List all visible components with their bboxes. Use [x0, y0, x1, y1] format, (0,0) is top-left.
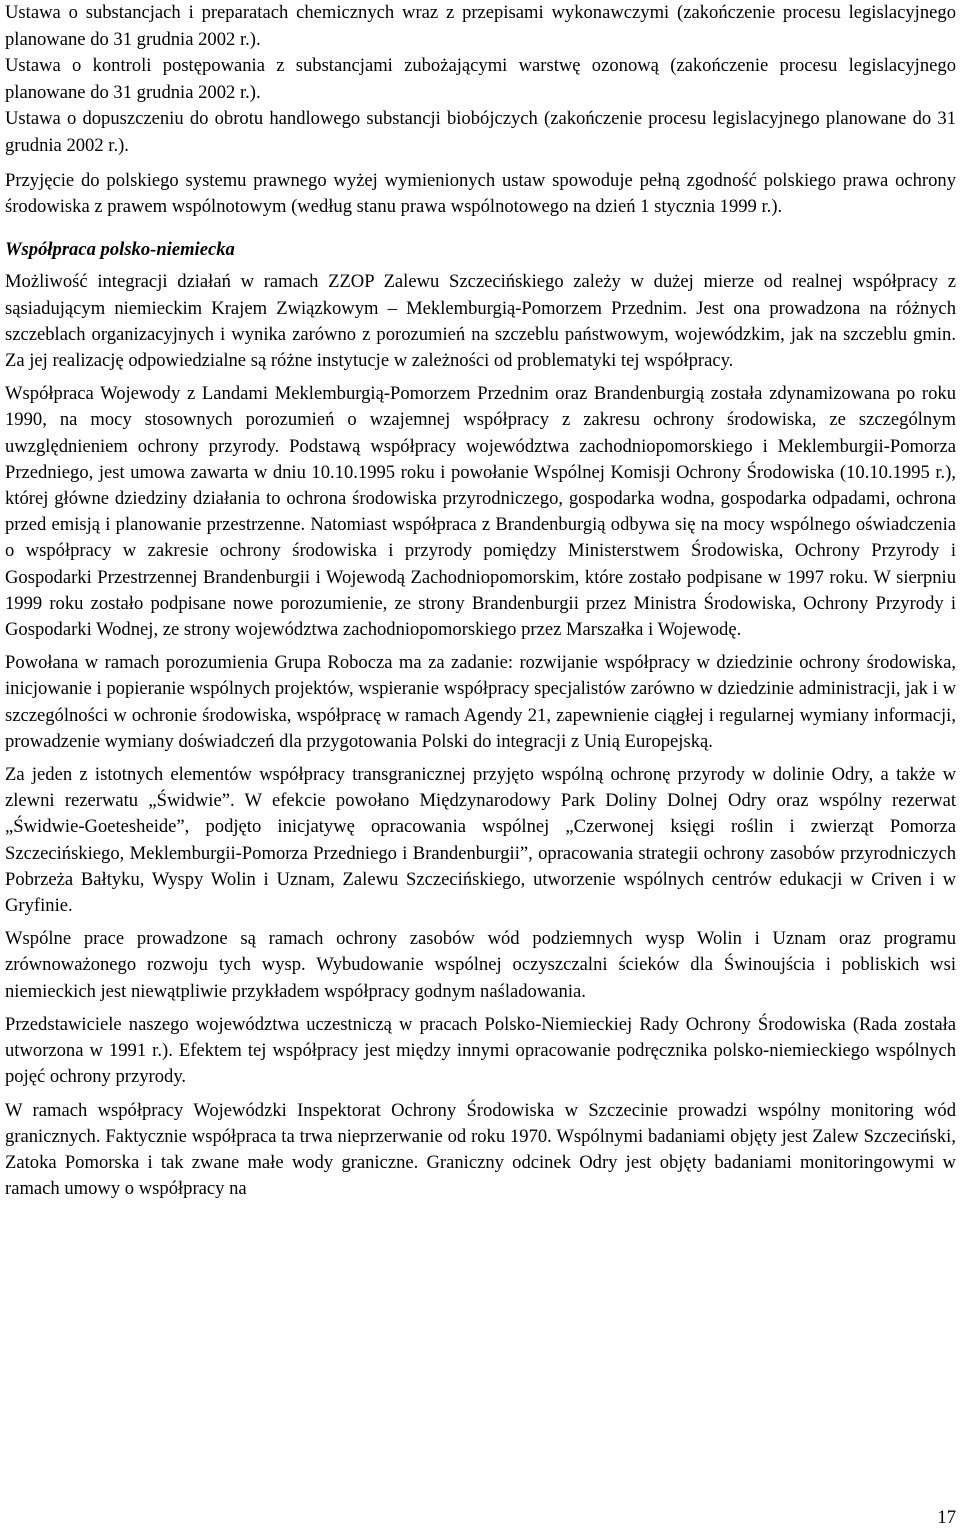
- page-number: 17: [937, 1507, 956, 1528]
- paragraph: Wspólne prace prowadzone są ramach ochrony zasobów wód podziemnych wysp Wolin i Uznam oraz programu zrównoważonego rozwoju tych wysp. Wybudowanie wspólnej oczyszczalni ścieków dla Świnoujścia i pobliskich wsi niemieckich jest niewątpliwie przykładem współpracy godnym naśladowania.: [5, 928, 956, 1002]
- list-item: Ustawa o kontroli postępowania z substancjami zubożającymi warstwę ozonową (zakończenie procesu legislacyjnego planowane do 31 grudnia 2002 r.).: [5, 55, 956, 103]
- document-page: [5, 0, 956, 1202]
- paragraph: Za jeden z istotnych elementów współpracy transgranicznej przyjęto wspólną ochronę przyrody w dolinie Odry, a także w zlewni rezerwatu „Świdwie”. W efekcie powołano Międzynarodowy Park Doliny Dolnej Odry oraz wspólny rezerwat „Świdwie-Goetesheide”, podjęto inicjatywę opracowania wspólnej „Czerwonej księgi roślin i zwierząt Pomorza Szczecińskiego, Meklemburgii-Pomorza Przedniego i Brandenburgii”, opracowania strategii ochrony zasobów przyrodniczych Pobrzeża Bałtyku, Wyspy Wolin i Uznam, Zalewu Szczecińskiego, utworzenie wspólnych centrów edukacji w Criven i w Gryfinie.: [5, 764, 956, 917]
- list-item: Ustawa o substancjach i preparatach chemicznych wraz z przepisami wykonawczymi (zakończenie procesu legislacyjnego planowane do 31 grudnia 2002 r.).: [5, 2, 956, 50]
- paragraph: Powołana w ramach porozumienia Grupa Robocza ma za zadanie: rozwijanie współpracy w dziedzinie ochrony środowiska, inicjowanie i popieranie wspólnych projektów, wspieranie współpracy specjalistów zarówno w dziedzinie administracji, jak i w szczególności w ochronie środowiska, współpracę w ramach Agendy 21, zapewnienie ciągłej i regularnej wymiany informacji, prowadzenie wymiany doświadczeń dla przygotowania Polski do integracji z Unią Europejską.: [5, 652, 956, 752]
- section-heading: Współpraca polsko-niemiecka: [5, 239, 235, 261]
- paragraph: Możliwość integracji działań w ramach ZZOP Zalewu Szczecińskiego zależy w dużej mierze od realnej współpracy z sąsiadującym niemieckim Krajem Związkowym – Meklemburgią-Pomorzem Przednim. Jest ona prowadzona na różnych szczeblach organizacyjnych i wynika zarówno z porozumień na szczeblu państwowym, wojewódzkim, jak na szczeblu gmin. Za jej realizację odpowiedzialne są różne instytucje w zależności od problematyki tej współpracy.: [5, 271, 956, 372]
- paragraph: Przedstawiciele naszego województwa uczestniczą w pracach Polsko-Niemieckiej Rady Ochrony Środowiska (Rada została utworzona w 1991 r.). Efektem tej współpracy jest między innymi opracowanie podręcznika polsko-niemieckiego wspólnych pojęć ochrony przyrody.: [5, 1013, 956, 1088]
- legislation-list: [5, 0, 956, 159]
- paragraph: Współpraca Wojewody z Landami Meklemburgią-Pomorzem Przednim oraz Brandenburgią została zdynamizowana po roku 1990, na mocy stosownych porozumień o wzajemnej współpracy z zakresu ochrony środowiska, ze szczególnym uwzględnieniem ochrony przyrody. Podstawą współpracy województwa zachodniopomorskiego i Meklemburgii-Pomorza Przedniego, jest umowa zawarta w dniu 10.10.1995 roku i powołanie Wspólnej Komisji Ochrony Środowiska (10.10.1995 r.), której główne dziedziny działania to ochrona środowiska przyrodniczego, gospodarka wodna, gospodarka odpadami, ochrona przed emisją i planowanie przestrzenne. Natomiast współpraca z Brandenburgią odbywa się na mocy wspólnego oświadczenia o współpracy w zakresie ochrony środowiska i przyrody pomiędzy Ministerstwem Środowiska, Ochrony Przyrody i Gospodarki Przestrzennej Brandenburgii i Wojewodą Zachodniopomorskim, które zostało podpisane w 1997 roku. W sierpniu 1999 roku zostało podpisane nowe porozumienie, ze strony Brandenburgii przez Ministra Środowiska, Ochrony Przyrody i Gospodarki Wodnej, ze strony województwa zachodniopomorskiego przez Marszałka i Wojewodę.: [5, 383, 956, 641]
- intro-paragraph: Przyjęcie do polskiego systemu prawnego wyżej wymienionych ustaw spowoduje pełną zgodność polskiego prawa ochrony środowiska z prawem wspólnotowym (według stanu prawa wspólnotowego na dzień 1 stycznia 1999 r.).: [5, 170, 956, 218]
- paragraph: W ramach współpracy Wojewódzki Inspektorat Ochrony Środowiska w Szczecinie prowadzi wspólny monitoring wód granicznych. Faktycznie współpraca ta trwa nieprzerwanie od roku 1970. Wspólnymi badaniami objęty jest Zalew Szczeciński, Zatoka Pomorska i tak zwane małe wody graniczne. Graniczny odcinek Odry jest objęty badaniami monitoringowymi w ramach umowy o współpracy na: [5, 1099, 956, 1200]
- list-item: Ustawa o dopuszczeniu do obrotu handlowego substancji biobójczych (zakończenie procesu legislacyjnego planowane do 31 grudnia 2002 r.).: [5, 108, 956, 156]
